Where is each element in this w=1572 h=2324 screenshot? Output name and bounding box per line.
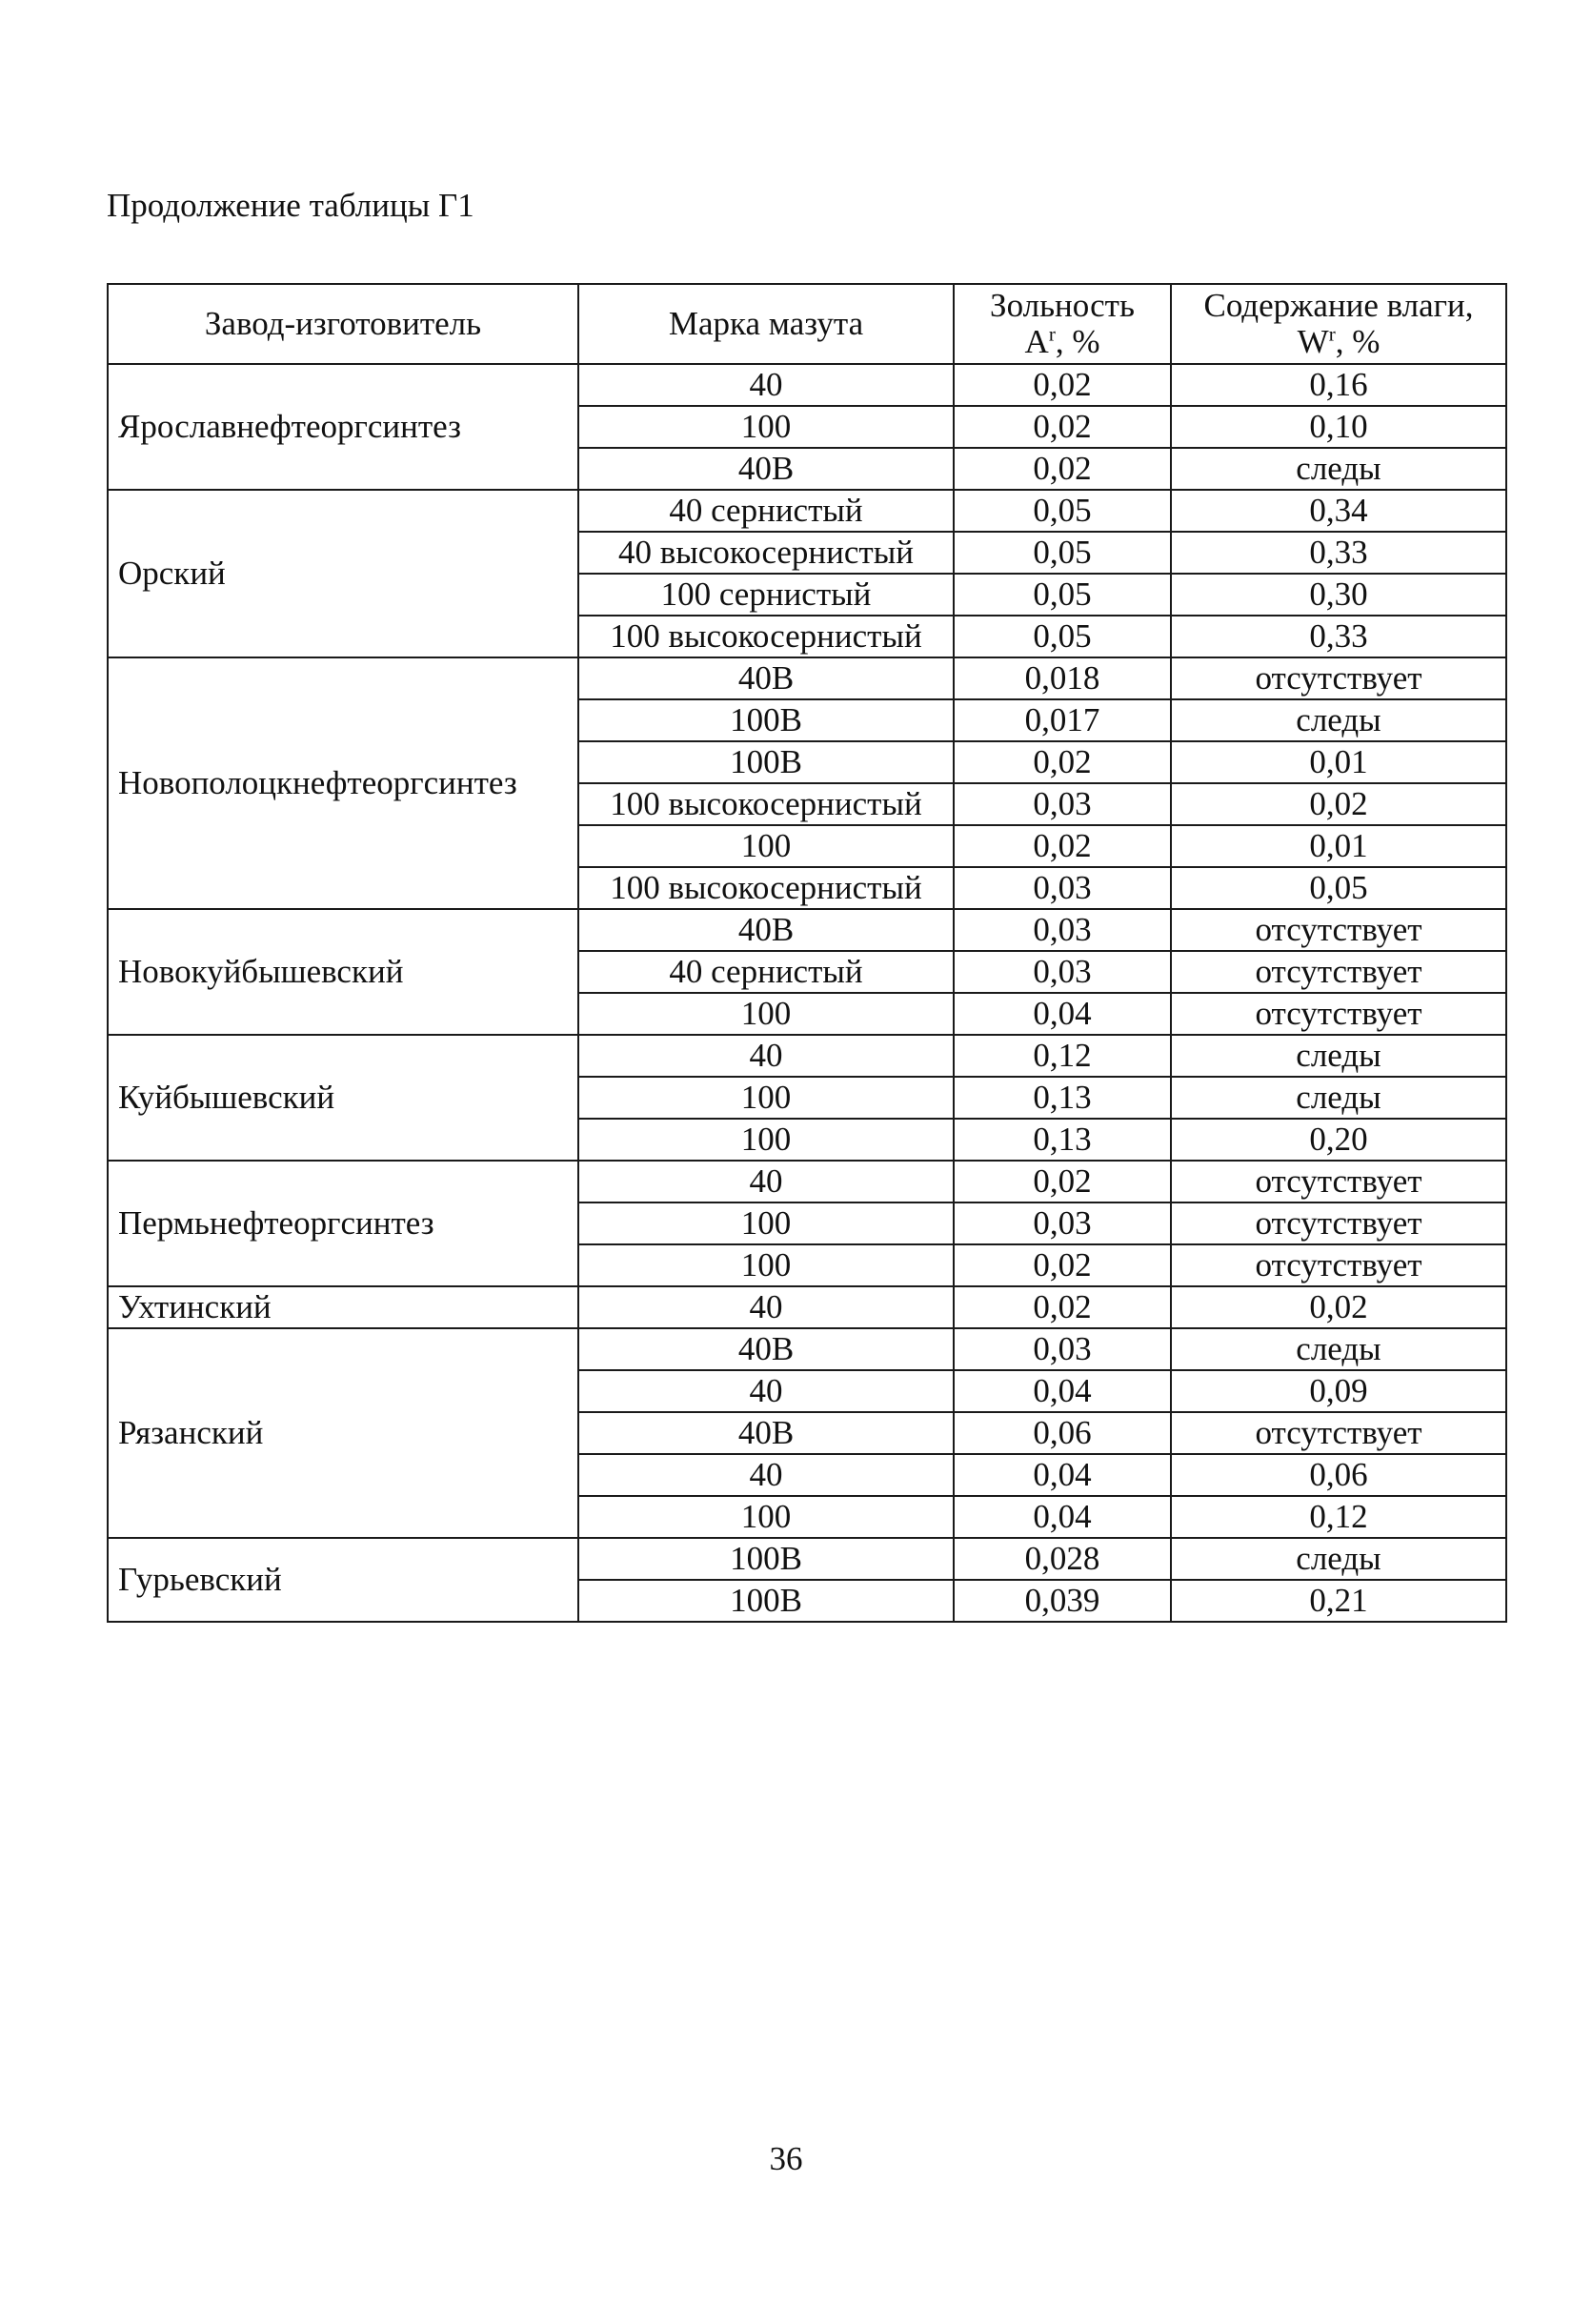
grade-cell: 100В [578,1538,954,1580]
grade-cell: 100 [578,1077,954,1119]
grade-cell: 40 [578,1370,954,1412]
grade-cell: 40В [578,1412,954,1454]
grade-cell: 100В [578,699,954,741]
grade-cell: 100 высокосернистый [578,783,954,825]
ash-cell: 0,13 [954,1077,1171,1119]
ash-cell: 0,018 [954,657,1171,699]
table-row [108,364,1506,406]
grade-cell: 100 [578,1496,954,1538]
water-cell: отсутствует [1171,951,1506,993]
water-cell: 0,33 [1171,616,1506,657]
water-cell: 0,20 [1171,1119,1506,1161]
water-cell: 0,16 [1171,364,1506,406]
grade-cell: 40В [578,448,954,490]
water-cell: 0,02 [1171,1286,1506,1328]
header-ash-symbol: A [1024,323,1049,360]
grade-cell: 40В [578,657,954,699]
ash-cell: 0,028 [954,1538,1171,1580]
grade-cell: 40В [578,909,954,951]
header-plant: Завод-изготовитель [108,284,578,364]
ash-cell: 0,02 [954,1244,1171,1286]
water-cell: отсутствует [1171,657,1506,699]
grade-cell: 100 [578,993,954,1035]
plant-cell: Новополоцкнефтеоргсинтез [108,657,578,909]
water-cell: отсутствует [1171,909,1506,951]
water-cell: 0,33 [1171,532,1506,574]
grade-cell: 100 [578,1244,954,1286]
grade-cell: 100 [578,825,954,867]
grade-cell: 40 [578,1161,954,1202]
ash-cell: 0,06 [954,1412,1171,1454]
plant-cell: Гурьевский [108,1538,578,1622]
plant-cell: Ярославнефтеоргсинтез [108,364,578,490]
ash-cell: 0,017 [954,699,1171,741]
water-cell: 0,01 [1171,825,1506,867]
grade-cell: 100В [578,741,954,783]
ash-cell: 0,04 [954,993,1171,1035]
plant-cell: Орский [108,490,578,657]
ash-cell: 0,03 [954,1328,1171,1370]
header-water [1171,284,1506,364]
ash-cell: 0,05 [954,532,1171,574]
water-cell: 0,10 [1171,406,1506,448]
water-cell: следы [1171,1077,1506,1119]
table-row [108,490,1506,532]
water-cell: следы [1171,448,1506,490]
ash-cell: 0,02 [954,448,1171,490]
ash-cell: 0,02 [954,1161,1171,1202]
grade-cell: 40 [578,1035,954,1077]
table-row [108,657,1506,699]
grade-cell: 40 [578,364,954,406]
water-cell: 0,21 [1171,1580,1506,1622]
header-water-symbol: W [1297,323,1329,360]
table-caption: Продолжение таблицы Г1 [107,187,474,224]
ash-cell: 0,04 [954,1496,1171,1538]
header-grade: Марка мазута [578,284,954,364]
table-header-row [108,284,1506,364]
water-cell: следы [1171,1328,1506,1370]
ash-cell: 0,04 [954,1454,1171,1496]
water-cell: 0,02 [1171,783,1506,825]
grade-cell: 40 [578,1454,954,1496]
grade-cell: 100 [578,1202,954,1244]
grade-cell: 100 [578,1119,954,1161]
table-row [108,909,1506,951]
plant-cell: Пермьнефтеоргсинтез [108,1161,578,1286]
grade-cell: 100В [578,1580,954,1622]
page-number: 36 [769,2140,803,2177]
ash-cell: 0,05 [954,616,1171,657]
water-cell: отсутствует [1171,1202,1506,1244]
table-row [108,1286,1506,1328]
water-cell: 0,12 [1171,1496,1506,1538]
header-water-superscript: r [1328,322,1336,346]
water-cell: отсутствует [1171,993,1506,1035]
grade-cell: 40В [578,1328,954,1370]
ash-cell: 0,02 [954,741,1171,783]
plant-cell: Новокуйбышевский [108,909,578,1035]
ash-cell: 0,02 [954,825,1171,867]
table-row [108,1328,1506,1370]
table-body [108,364,1506,1622]
ash-cell: 0,13 [954,1119,1171,1161]
fuel-oil-table [107,283,1507,1623]
water-cell: отсутствует [1171,1412,1506,1454]
grade-cell: 100 [578,406,954,448]
water-cell: отсутствует [1171,1244,1506,1286]
grade-cell: 40 [578,1286,954,1328]
ash-cell: 0,02 [954,1286,1171,1328]
water-cell: следы [1171,1538,1506,1580]
header-ash-unit: , % [1055,323,1100,360]
ash-cell: 0,03 [954,909,1171,951]
water-cell: 0,09 [1171,1370,1506,1412]
grade-cell: 100 высокосернистый [578,867,954,909]
ash-cell: 0,04 [954,1370,1171,1412]
ash-cell: 0,05 [954,574,1171,616]
water-cell: следы [1171,699,1506,741]
grade-cell: 40 высокосернистый [578,532,954,574]
ash-cell: 0,05 [954,490,1171,532]
water-cell: 0,34 [1171,490,1506,532]
grade-cell: 40 сернистый [578,951,954,993]
grade-cell: 100 высокосернистый [578,616,954,657]
grade-cell: 40 сернистый [578,490,954,532]
header-water-title: Содержание влаги, [1203,287,1474,324]
water-cell: 0,06 [1171,1454,1506,1496]
water-cell: 0,30 [1171,574,1506,616]
ash-cell: 0,02 [954,406,1171,448]
table-row [108,1161,1506,1202]
water-cell: отсутствует [1171,1161,1506,1202]
ash-cell: 0,03 [954,1202,1171,1244]
header-ash [954,284,1171,364]
table-row [108,1538,1506,1580]
header-water-unit: , % [1335,323,1381,360]
water-cell: 0,05 [1171,867,1506,909]
ash-cell: 0,12 [954,1035,1171,1077]
water-cell: следы [1171,1035,1506,1077]
table-row [108,1035,1506,1077]
ash-cell: 0,03 [954,783,1171,825]
ash-cell: 0,02 [954,364,1171,406]
plant-cell: Рязанский [108,1328,578,1538]
plant-cell: Куйбышевский [108,1035,578,1161]
grade-cell: 100 сернистый [578,574,954,616]
ash-cell: 0,039 [954,1580,1171,1622]
ash-cell: 0,03 [954,867,1171,909]
header-ash-title: Зольность [990,287,1135,324]
plant-cell: Ухтинский [108,1286,578,1328]
header-ash-superscript: r [1048,322,1056,346]
ash-cell: 0,03 [954,951,1171,993]
water-cell: 0,01 [1171,741,1506,783]
